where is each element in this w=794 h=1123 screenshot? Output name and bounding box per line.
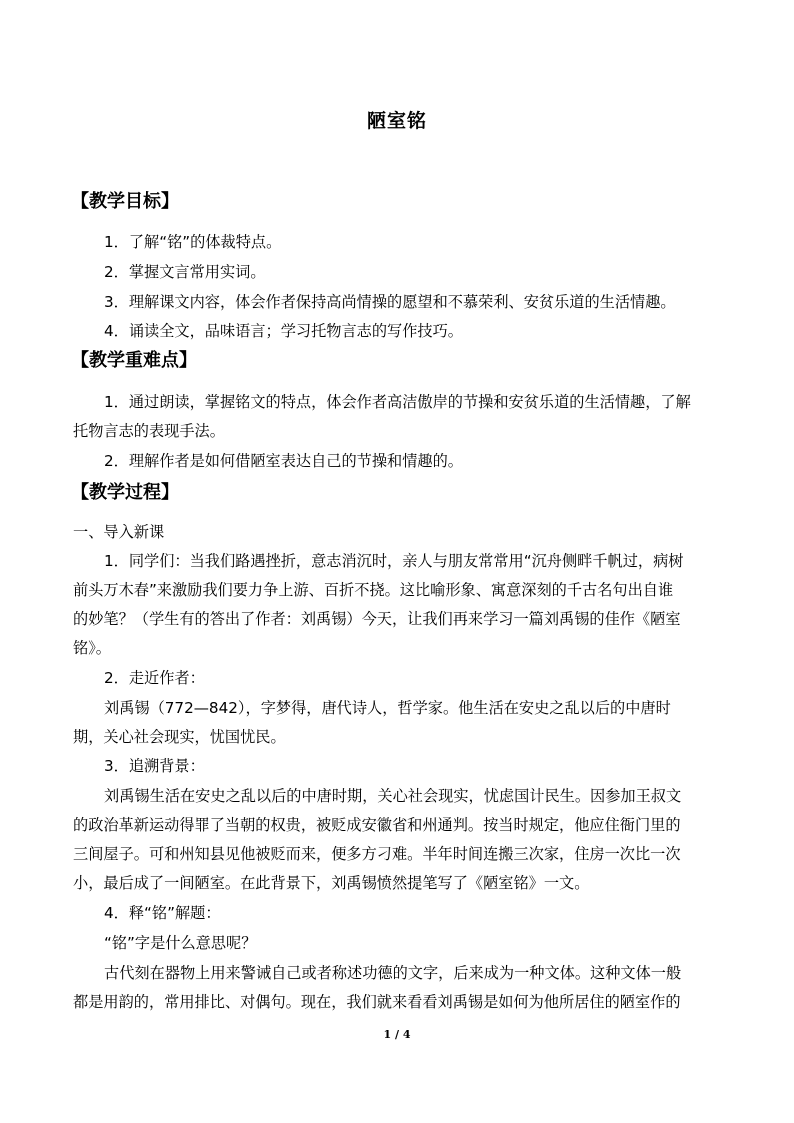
section-heading-objectives: 【教学目标】 [71,191,179,212]
section-heading-process: 【教学过程】 [71,482,179,503]
paragraph-line: 3．追溯背景： [104,757,205,775]
paragraph-line: 1．通过朗读，掌握铭文的特点，体会作者高洁傲岸的节操和安贫乐道的生活情趣，了解 [104,393,691,411]
paragraph-line: 刘禹锡生活在安史之乱以后的中唐时期，关心社会现实，忧虑国计民生。因参加王叔文 [104,787,682,805]
section-heading-keypoints: 【教学重难点】 [71,350,197,371]
objective-item: 3．理解课文内容，体会作者保持高尚情操的愿望和不慕荣利、安贫乐道的生活情趣。 [104,293,676,311]
page-indicator: 1 / 4 [383,1028,411,1041]
paragraph-line: “铭”字是什么意思呢？ [104,934,257,952]
paragraph-line: 2．理解作者是如何借陋室表达自己的节操和情趣的。 [104,452,463,470]
paragraph-line: 古代刻在器物上用来警诫自己或者称述功德的文字，后来成为一种文体。这种文体一般 [104,964,682,982]
paragraph-line: 的政治革新运动得罪了当朝的权贵，被贬成安徽省和州通判。按当时规定，他应住衙门里的 [73,816,681,834]
subsection-title: 一、导入新课 [73,523,165,541]
paragraph-line: 的妙笔？（学生有的答出了作者：刘禹锡）今天，让我们再来学习一篇刘禹锡的佳作《陋室 [73,610,681,628]
paragraph-line: 小，最后成了一间陋室。在此背景下，刘禹锡愤然提笔写了《陋室铭》一文。 [73,874,590,892]
paragraph-line: 托物言志的表现手法。 [73,422,225,440]
document-title: 陋室铭 [366,110,427,132]
paragraph-line: 2．走近作者： [104,669,205,687]
paragraph-line: 刘禹锡（772—842），字梦得，唐代诗人，哲学家。他生活在安史之乱以后的中唐时 [104,699,671,717]
paragraph-line: 前头万木春”来激励我们要力争上游、百折不挠。这比喻形象、寓意深刻的千古名句出自谁 [73,581,674,599]
paragraph-line: 1．同学们：当我们路遇挫折，意志消沉时，亲人与朋友常常用“沉舟侧畔千帆过，病树 [104,552,684,570]
objective-item: 4．诵读全文，品味语言；学习托物言志的写作技巧。 [104,322,463,340]
objective-item: 2．掌握文言常用实词。 [104,263,266,281]
paragraph-line: 三间屋子。可和州知县见他被贬而来，便多方刁难。半年时间连搬三次家，住房一次比一次 [73,845,681,863]
objective-item: 1．了解“铭”的体裁特点。 [104,233,282,251]
paragraph-line: 4．释“铭”解题： [104,904,221,922]
paragraph-line: 都是用韵的，常用排比、对偶句。现在，我们就来看看刘禹锡是如何为他所居住的陋室作的 [73,993,681,1011]
paragraph-line: 铭》。 [73,639,111,657]
paragraph-line: 期，关心社会现实，忧国忧民。 [73,728,286,746]
